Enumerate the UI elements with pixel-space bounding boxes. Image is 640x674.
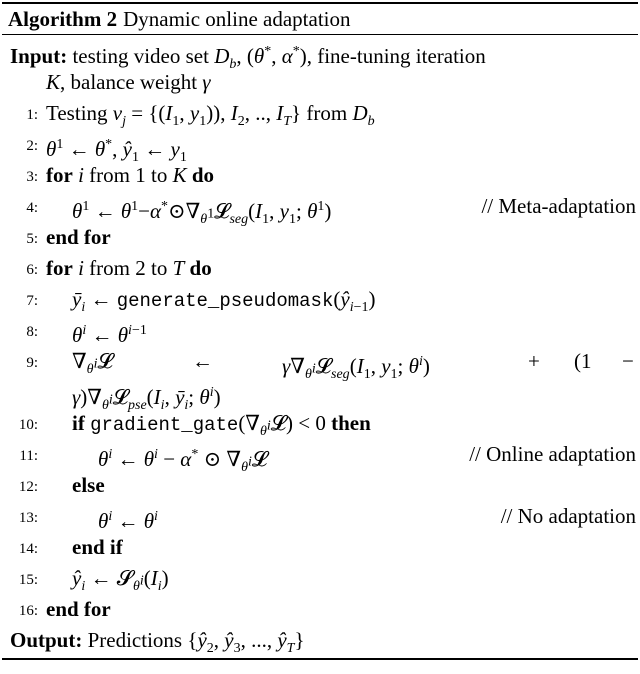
step-15 <box>2 563 638 594</box>
step-comment: // No adaptation <box>500 504 636 528</box>
step-1 <box>2 98 638 129</box>
step-4 <box>2 191 638 228</box>
step-keyword: else <box>72 473 105 497</box>
step-16 <box>2 594 638 625</box>
algorithm-name: Dynamic online adaptation <box>123 7 351 31</box>
step-12 <box>2 470 638 501</box>
step-5 <box>2 222 638 253</box>
step-number: 5: <box>26 231 38 247</box>
step-number: 13: <box>18 510 38 526</box>
step-text-paren: (1 <box>574 349 592 373</box>
step-number: 15: <box>18 572 38 588</box>
step-3 <box>2 160 638 191</box>
step-keyword: end for <box>46 597 111 621</box>
step-number: 7: <box>26 293 38 309</box>
step-7 <box>2 284 638 315</box>
step-11 <box>2 439 638 476</box>
algorithm-body <box>2 35 638 656</box>
input-line-2 <box>2 67 638 98</box>
step-text: $\theta^1$ ← $\theta^1-\alpha^*⊙\nabla_{\theta^1}𝓛_{seg}(I_1$, $y_1$; $\theta^1$) <box>72 199 332 228</box>
algorithm-label: Algorithm 2 <box>8 7 118 31</box>
input-text-2: K, balance weight γ <box>46 70 211 94</box>
step-number: 6: <box>26 262 38 278</box>
step-text: if $gradient\_gate(\nabla_{\theta^i}𝓛) < 0$ then <box>72 411 371 440</box>
step-keyword: end for <box>46 225 111 249</box>
algorithm-title <box>2 4 638 35</box>
step-number: 4: <box>26 200 38 216</box>
step-6 <box>2 253 638 284</box>
step-text: $\theta^i$ ← $\theta^i$ <box>98 509 158 533</box>
step-text: $ŷ_i$ ← $𝓢_{\theta^i}(I_i)$ <box>72 566 169 595</box>
step-text: for i from 2 to T do <box>46 256 212 280</box>
step-8 <box>2 315 638 346</box>
algorithm-block <box>2 2 638 660</box>
step-number: 12: <box>18 479 38 495</box>
step-2 <box>2 129 638 166</box>
step-text-arrow: ← <box>192 349 213 373</box>
step-text: for i from 1 to K do <box>46 163 215 187</box>
step-14 <box>2 532 638 563</box>
step-keyword: end if <box>72 535 123 559</box>
step-number: 9: <box>26 355 38 371</box>
step-number: 2: <box>26 138 38 154</box>
step-text-plus: + <box>528 349 540 373</box>
step-9-continued <box>2 377 638 414</box>
step-text: $\gamma)\nabla_{\theta^i}𝓛_{pse}(I_i$, $ȳ_i$; $\theta^i$) <box>72 385 221 414</box>
step-text-minus: − <box>622 349 634 373</box>
step-number: 11: <box>19 448 38 464</box>
step-text: $\theta^i$ ← $\theta^i - \alpha^*$ ⊙ $\nabla_{\theta^i}𝓛$ <box>98 447 268 476</box>
step-comment: // Online adaptation <box>469 442 636 466</box>
step-text: $\nabla_{\theta^i}𝓛$ <box>72 349 113 378</box>
step-number: 16: <box>18 603 38 619</box>
step-text-rhs: $\gamma\nabla_{\theta^i}𝓛_{seg}(I_1$, $y_1$; $\theta^i$) <box>282 354 430 383</box>
step-number: 1: <box>26 107 38 123</box>
step-9 <box>2 346 638 383</box>
output-text: Predictions {$ŷ_2$, $ŷ_3$, ..., $ŷ_T$} <box>87 628 305 657</box>
step-comment: // Meta-adaptation <box>481 194 636 218</box>
step-number: 14: <box>18 541 38 557</box>
output-label: Output: <box>10 628 83 652</box>
step-number: 8: <box>26 324 38 340</box>
step-text: $\theta^1$ ← θ*, $ŷ_1$ ← $y_1$ <box>46 137 187 166</box>
step-number: 3: <box>26 169 38 185</box>
input-label: Input: <box>10 44 68 68</box>
input-text-1: testing video set $D_b$, (θ*, α*), fine-tuning iteration <box>72 44 486 73</box>
input-line-1 <box>2 36 638 73</box>
step-10 <box>2 408 638 439</box>
step-text: $\theta^i$ ← $\theta^{i-1}$ <box>72 323 147 347</box>
step-number: 10: <box>18 417 38 433</box>
output-line <box>2 625 638 656</box>
step-text: $ȳ_i$ ← $generate\_pseudomask(ŷ_{i-1})$ <box>72 287 376 316</box>
step-13 <box>2 501 638 532</box>
step-text: Testing $v_j = \{(I_1$, $y_1$)), $I_2$, .., $I_T$} from $D_b$ <box>46 101 375 130</box>
